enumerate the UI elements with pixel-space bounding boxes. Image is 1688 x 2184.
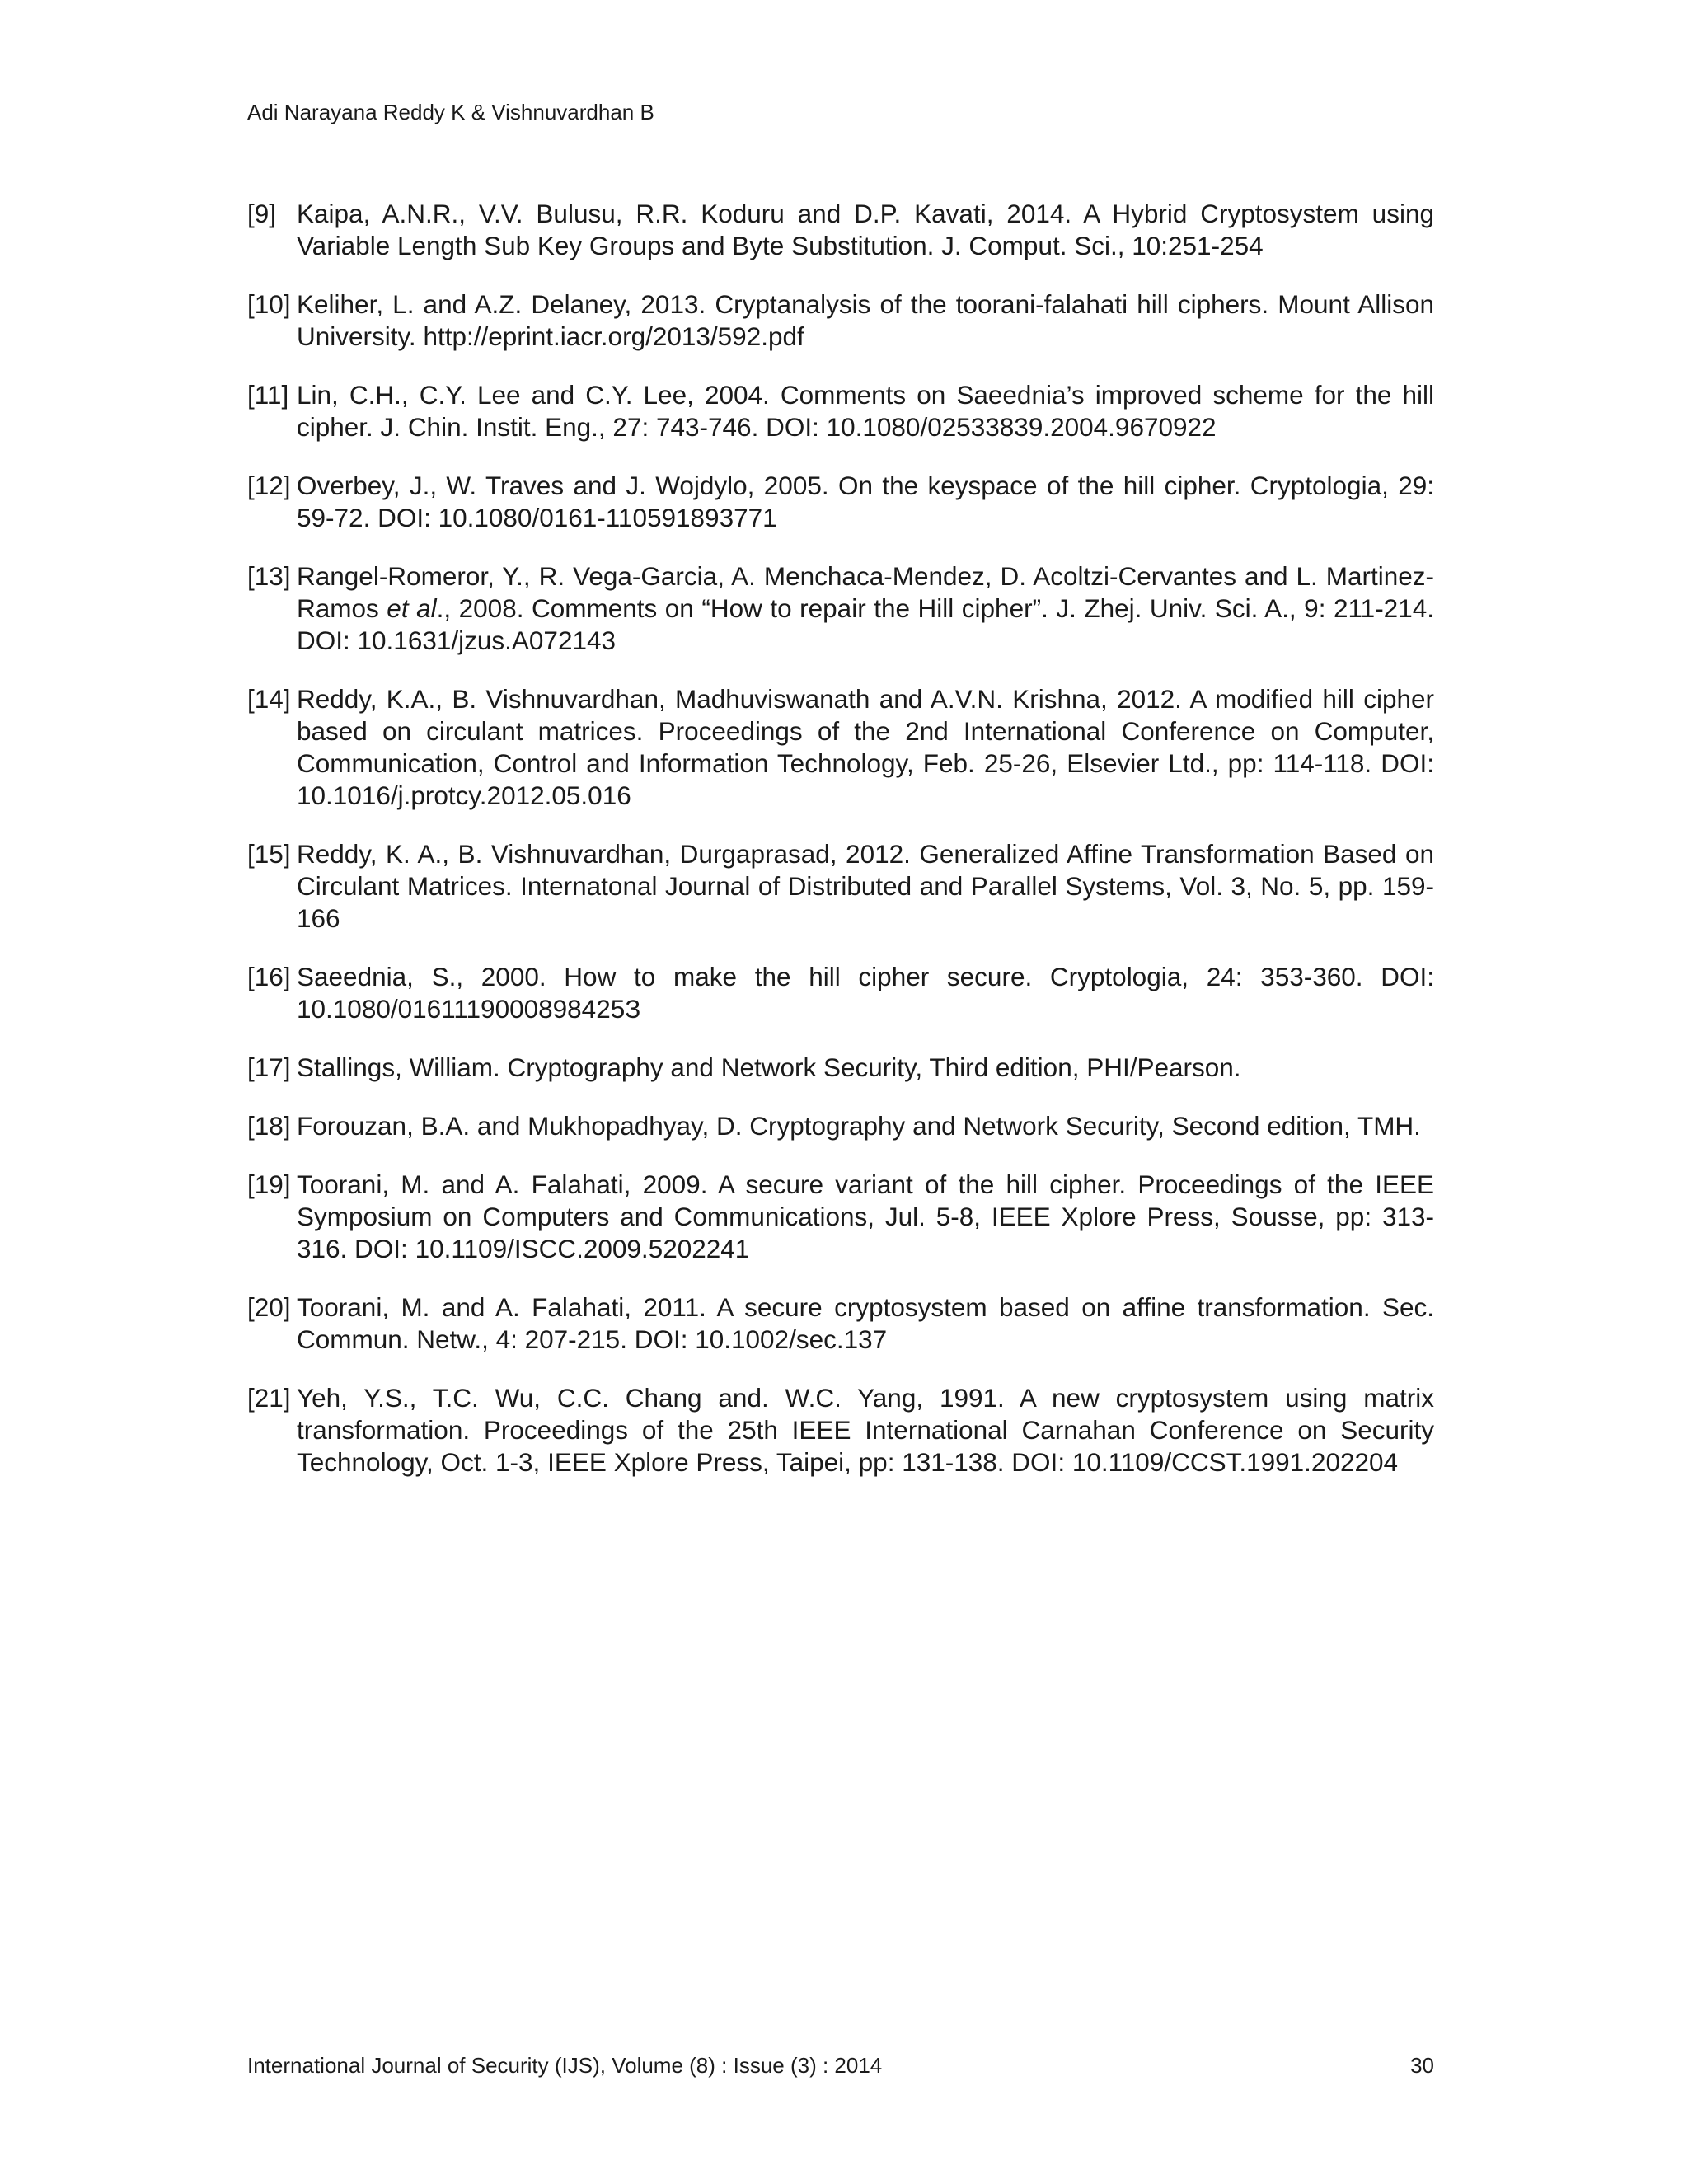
reference-item bbox=[247, 1291, 1434, 1356]
reference-number: [9] bbox=[247, 199, 277, 228]
reference-number: [14] bbox=[247, 684, 291, 714]
reference-text-italic: et al bbox=[387, 593, 437, 623]
reference-number: [15] bbox=[247, 839, 291, 869]
footer-journal-info: International Journal of Security (IJS), Volume (8) : Issue (3) : 2014 bbox=[247, 2053, 883, 2078]
reference-number: [13] bbox=[247, 561, 291, 591]
reference-item bbox=[247, 1052, 1434, 1084]
reference-item bbox=[247, 1382, 1434, 1479]
reference-text bbox=[297, 560, 1434, 657]
reference-item bbox=[247, 379, 1434, 443]
running-head: Adi Narayana Reddy K & Vishnuvardhan B bbox=[247, 100, 654, 124]
reference-text: Keliher, L. and A.Z. Delaney, 2013. Cryptanalysis of the toorani-falahati hill ciphers. Mount Allison University. http://eprint.iacr.org/2013/592.pdf bbox=[297, 289, 1434, 351]
reference-number: [20] bbox=[247, 1292, 291, 1322]
reference-text: Kaipa, A.N.R., V.V. Bulusu, R.R. Koduru and D.P. Kavati, 2014. A Hybrid Cryptosystem using Variable Length Sub Key Groups and Byte Substitution. J. Comput. Sci., 10:251-254 bbox=[297, 199, 1434, 260]
reference-number: [12] bbox=[247, 471, 291, 500]
reference-item bbox=[247, 560, 1434, 657]
reference-number: [21] bbox=[247, 1383, 291, 1413]
reference-number: [19] bbox=[247, 1169, 291, 1199]
reference-text: Reddy, K.A., B. Vishnuvardhan, Madhuviswanath and A.V.N. Krishna, 2012. A modified hill cipher based on circulant matrices. Proceedings of the 2nd International Conference on Computer, Communication, Control and Information Technology, Feb. 25-26, Elsevier Ltd., pp: 114-118. DOI: 10.1016/j.protcy.2012.05.016 bbox=[297, 684, 1434, 810]
reference-number: [11] bbox=[247, 380, 289, 410]
reference-number: [16] bbox=[247, 962, 291, 991]
reference-text: Reddy, K. A., B. Vishnuvardhan, Durgaprasad, 2012. Generalized Affine Transformation Based on Circulant Matrices. Internatonal Journal of Distributed and Parallel Systems, Vol. 3, No. 5, pp. 159-166 bbox=[297, 839, 1434, 933]
reference-text: Forouzan, B.A. and Mukhopadhyay, D. Cryptography and Network Security, Second edition, TMH. bbox=[297, 1111, 1421, 1141]
reference-item bbox=[247, 1110, 1434, 1142]
reference-number: [10] bbox=[247, 289, 291, 319]
reference-item bbox=[247, 288, 1434, 353]
reference-text: Toorani, M. and A. Falahati, 2009. A secure variant of the hill cipher. Proceedings of the IEEE Symposium on Computers and Communications, Jul. 5-8, IEEE Xplore Press, Sousse, pp: 313-316. DOI: 10.1109/ISCC.2009.5202241 bbox=[297, 1169, 1434, 1263]
reference-list bbox=[247, 198, 1434, 1505]
page-number: 30 bbox=[1410, 2053, 1434, 2078]
reference-text: Overbey, J., W. Traves and J. Wojdylo, 2005. On the keyspace of the hill cipher. Cryptologia, 29: 59-72. DOI: 10.1080/0161-110591893771 bbox=[297, 471, 1434, 532]
reference-item bbox=[247, 838, 1434, 935]
reference-text: Toorani, M. and A. Falahati, 2011. A secure cryptosystem based on affine transformation. Sec. Commun. Netw., 4: 207-215. DOI: 10.1002/sec.137 bbox=[297, 1292, 1434, 1354]
reference-text-part: ., 2008. Comments on “How to repair the Hill cipher”. J. Zhej. Univ. Sci. A., 9: 211-214. DOI: 10.1631/jzus.A072143 bbox=[297, 593, 1434, 655]
reference-item bbox=[247, 198, 1434, 262]
reference-text: Lin, C.H., C.Y. Lee and C.Y. Lee, 2004. Comments on Saeednia’s improved scheme for the hill cipher. J. Chin. Instit. Eng., 27: 743-746. DOI: 10.1080/02533839.2004.9670922 bbox=[297, 380, 1434, 442]
reference-item bbox=[247, 961, 1434, 1025]
reference-text: Yeh, Y.S., T.C. Wu, C.C. Chang and. W.C. Yang, 1991. A new cryptosystem using matrix transformation. Proceedings of the 25th IEEE International Carnahan Conference on Security Technology, Oct. 1-3, IEEE Xplore Press, Taipei, pp: 131-138. DOI: 10.1109/CCST.1991.202204 bbox=[297, 1383, 1434, 1477]
reference-item bbox=[247, 1169, 1434, 1265]
page-footer bbox=[247, 2050, 1434, 2080]
reference-text-part: Rangel-Romeror, Y., R. Vega-Garcia, A. Menchaca-Mendez, D. Acoltzi-Cervantes and L. Martinez-Ramos bbox=[297, 561, 1434, 623]
reference-number: [17] bbox=[247, 1052, 291, 1082]
reference-item bbox=[247, 470, 1434, 534]
reference-text: Stallings, William. Cryptography and Network Security, Third edition, PHI/Pearson. bbox=[297, 1052, 1241, 1082]
reference-item bbox=[247, 683, 1434, 812]
reference-number: [18] bbox=[247, 1111, 291, 1141]
reference-text: Saeednia, S., 2000. How to make the hill cipher secure. Cryptologia, 24: 353-360. DOI: 10.1080/0161119000898425З bbox=[297, 962, 1434, 1024]
